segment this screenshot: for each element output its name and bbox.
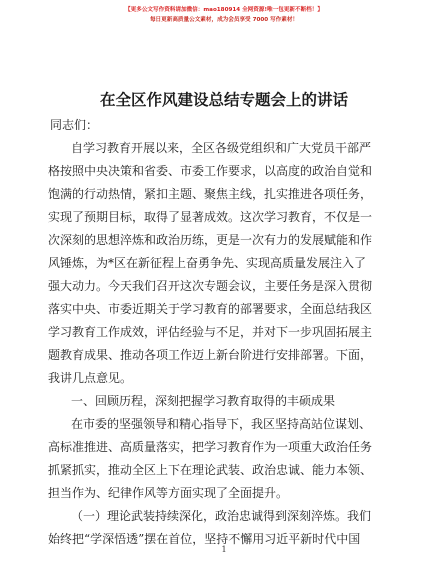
section-heading: 一、回顾历程，深刻把握学习教育取得的丰硕成果 <box>71 394 336 408</box>
body-line: 始终把“学深悟透”摆在首位，坚持不懈用习近平新时代中国 <box>48 532 361 546</box>
promo-banner-line-2: 每日更新高质量公文素材，成为会员享受 7000 写作素材！ <box>149 17 299 23</box>
promo-banner-line-1: 【更多公文写作资料请加微信：mao180914 全网资源!唯一包更新不断档！】 <box>125 7 323 13</box>
body-line: 在市委的坚强领导和精心指导下，我区坚持高站位谋划、 <box>71 417 372 431</box>
body-line: （一）理论武装持续深化，政治忠诚得到深刻淬炼。我们 <box>71 509 372 523</box>
promo-banner <box>0 5 448 25</box>
body-line: 实现了预期目标，取得了显著成效。这次学习教育，不仅是一 <box>48 210 373 224</box>
body-line: 风锤炼，为*区在新征程上奋勇争先、实现高质量发展注入了 <box>48 256 367 270</box>
document-title: 在全区作风建设总结专题会上的讲话 <box>99 90 348 109</box>
body-line: 格按照中央决策和省委、市委工作要求，以高度的政治自觉和 <box>48 164 373 178</box>
body-line: 饱满的行动热情，紧扣主题、聚焦主线，扎实推进各项任务， <box>48 187 373 201</box>
body-line: 学习教育工作成效，评估经验与不足，并对下一步巩固拓展主 <box>48 325 373 339</box>
body-line: 落实中央、市委近期关于学习教育的部署要求，全面总结我区 <box>48 302 373 316</box>
body-line: 强大动力。今天我们召开这次专题会议，主要任务是深入贯彻 <box>48 279 373 293</box>
body-line: 题教育成果、推动各项工作迈上新台阶进行安排部署。下面， <box>48 348 373 362</box>
page-number: 1 <box>221 545 227 554</box>
body-line: 高标准推进、高质量落实，把学习教育作为一项重大政治任务 <box>48 440 373 454</box>
body-line: 次深刻的思想淬炼和政治历练，更是一次有力的发展赋能和作 <box>48 233 373 247</box>
salutation: 同志们： <box>50 118 99 132</box>
body-line: 抓紧抓实，推动全区上下在理论武装、政治忠诚、能力本领、 <box>48 463 373 477</box>
body-line: 自学习教育开展以来，全区各级党组织和广大党员干部严 <box>71 141 372 155</box>
body-line: 担当作为、纪律作风等方面实现了全面提升。 <box>48 486 289 500</box>
body-line: 我讲几点意见。 <box>48 371 133 385</box>
